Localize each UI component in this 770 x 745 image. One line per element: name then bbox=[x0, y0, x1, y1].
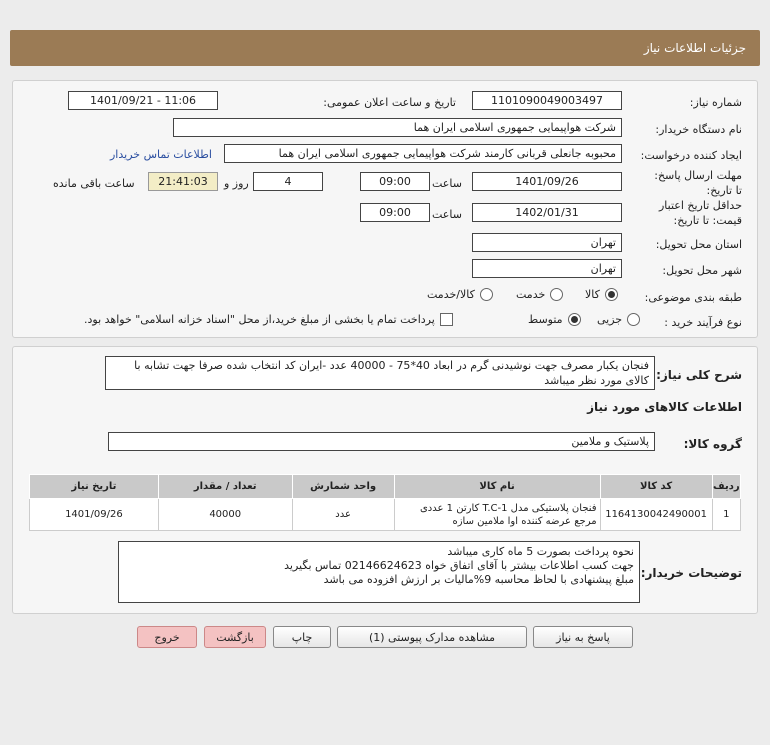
announce-label: تاریخ و ساعت اعلان عمومی: bbox=[323, 96, 456, 109]
announce-field: 1401/09/21 - 11:06 bbox=[68, 91, 218, 110]
summary-field: فنجان یکبار مصرف جهت نوشیدنی گرم در ابعاد 40*75 - 40000 عدد -ایران کد انتخاب شده صرفا جهت تشابه با کالای مورد نظر میباشد bbox=[105, 356, 655, 390]
radio-selected-icon[interactable] bbox=[568, 313, 581, 326]
delivery-province-field: تهران bbox=[472, 233, 622, 252]
buyer-note-line: جهت کسب اطلاعات بیشتر با آقای اتفاق خواه 02146624623 تماس بگیرید bbox=[284, 559, 634, 572]
delivery-province-label: استان محل تحویل: bbox=[655, 238, 742, 251]
purchase-option-minor[interactable]: جزیی bbox=[597, 313, 640, 326]
reply-date-field: 1401/09/26 bbox=[472, 172, 622, 191]
validity-time-label: ساعت bbox=[432, 208, 462, 221]
summary-label: شرح کلی نیاز: bbox=[656, 368, 742, 382]
buyer-org-field: شرکت هواپیمایی جمهوری اسلامی ایران هما bbox=[173, 118, 622, 137]
purchase-option-medium[interactable]: متوسط bbox=[528, 313, 581, 326]
validity-time-field: 09:00 bbox=[360, 203, 430, 222]
need-number-field: 1101090049003497 bbox=[472, 91, 622, 110]
goods-group-label: گروه کالا: bbox=[683, 437, 742, 451]
cell-quantity: 40000 bbox=[158, 499, 292, 531]
buyer-org-label: نام دستگاه خریدار: bbox=[655, 123, 742, 136]
cell-unit: عدد bbox=[292, 499, 394, 531]
col-header: تعداد / مقدار bbox=[158, 475, 292, 499]
requester-label: ایجاد کننده درخواست: bbox=[640, 149, 742, 162]
category-option-service[interactable]: خدمت bbox=[516, 288, 563, 301]
attachments-button[interactable]: مشاهده مدارک پیوستی (1) bbox=[337, 626, 527, 648]
radio-selected-icon[interactable] bbox=[605, 288, 618, 301]
days-field: 4 bbox=[253, 172, 323, 191]
category-option-goods[interactable]: کالا bbox=[585, 288, 618, 301]
validity-label: حداقل تاریخ اعتبار قیمت: تا تاریخ: bbox=[658, 199, 742, 227]
goods-table bbox=[29, 474, 741, 531]
cell-item-code: 1164130042490001 bbox=[600, 499, 712, 531]
print-button[interactable]: چاپ bbox=[273, 626, 331, 648]
cell-row-number: 1 bbox=[712, 499, 740, 531]
delivery-city-label: شهر محل تحویل: bbox=[662, 264, 742, 277]
table-row bbox=[30, 499, 741, 531]
validity-date-field: 1402/01/31 bbox=[472, 203, 622, 222]
back-button[interactable]: بازگشت bbox=[204, 626, 266, 648]
col-header: نام کالا bbox=[394, 475, 600, 499]
buyer-notes-label: توضیحات خریدار: bbox=[640, 566, 742, 580]
radio-icon[interactable] bbox=[627, 313, 640, 326]
buyer-notes-field bbox=[118, 541, 640, 603]
purchase-type-label: نوع فرآیند خرید : bbox=[664, 316, 742, 329]
goods-group-field: پلاستیک و ملامین bbox=[108, 432, 655, 451]
remaining-label: ساعت باقی مانده bbox=[53, 177, 135, 190]
cell-item-name: فنجان پلاستیکی مدل T.C-1 کارتن 1 عددی مرجع عرضه کننده اوا ملامین سازه bbox=[394, 499, 600, 531]
delivery-city-field: تهران bbox=[472, 259, 622, 278]
table-header-row bbox=[30, 475, 741, 499]
requester-field: محبوبه جانعلی قربانی کارمند شرکت هواپیمایی جمهوری اسلامی ایران هما bbox=[224, 144, 622, 163]
days-label: روز و bbox=[224, 177, 249, 190]
reply-button[interactable]: پاسخ به نیاز bbox=[533, 626, 633, 648]
radio-icon[interactable] bbox=[480, 288, 493, 301]
col-header: ردیف bbox=[712, 475, 740, 499]
cell-need-date: 1401/09/26 bbox=[30, 499, 159, 531]
need-number-label: شماره نیاز: bbox=[689, 96, 742, 109]
col-header: کد کالا bbox=[600, 475, 712, 499]
page-title: جزئیات اطلاعات نیاز bbox=[643, 41, 746, 55]
category-label: طبقه بندی موضوعی: bbox=[644, 291, 742, 304]
reply-time-field: 09:00 bbox=[360, 172, 430, 191]
col-header: واحد شمارش bbox=[292, 475, 394, 499]
reply-deadline-label: مهلت ارسال پاسخ: تا تاریخ: bbox=[654, 169, 742, 197]
col-header: تاریخ نیاز bbox=[30, 475, 159, 499]
page-header bbox=[10, 30, 760, 66]
checkbox-icon[interactable] bbox=[440, 313, 453, 326]
goods-section-title: اطلاعات کالاهای مورد نیاز bbox=[587, 400, 742, 414]
buyer-note-line: مبلغ پیشنهادی با لحاظ محاسبه 9%مالیات بر ارزش افزوده می باشد bbox=[323, 573, 634, 586]
treasury-option[interactable]: پرداخت تمام یا بخشی از مبلغ خرید،از محل "اسناد خزانه اسلامی" خواهد بود. bbox=[84, 313, 453, 326]
reply-time-label: ساعت bbox=[432, 177, 462, 190]
category-option-goods-service[interactable]: کالا/خدمت bbox=[427, 288, 493, 301]
radio-icon[interactable] bbox=[550, 288, 563, 301]
buyer-contact-link[interactable]: اطلاعات تماس خریدار bbox=[110, 148, 212, 161]
goods-table-wrap bbox=[29, 474, 741, 531]
remaining-time-field: 21:41:03 bbox=[148, 172, 218, 191]
buyer-note-line: نحوه پرداخت بصورت 5 ماه کاری میباشد bbox=[447, 545, 634, 558]
exit-button[interactable]: خروج bbox=[137, 626, 197, 648]
